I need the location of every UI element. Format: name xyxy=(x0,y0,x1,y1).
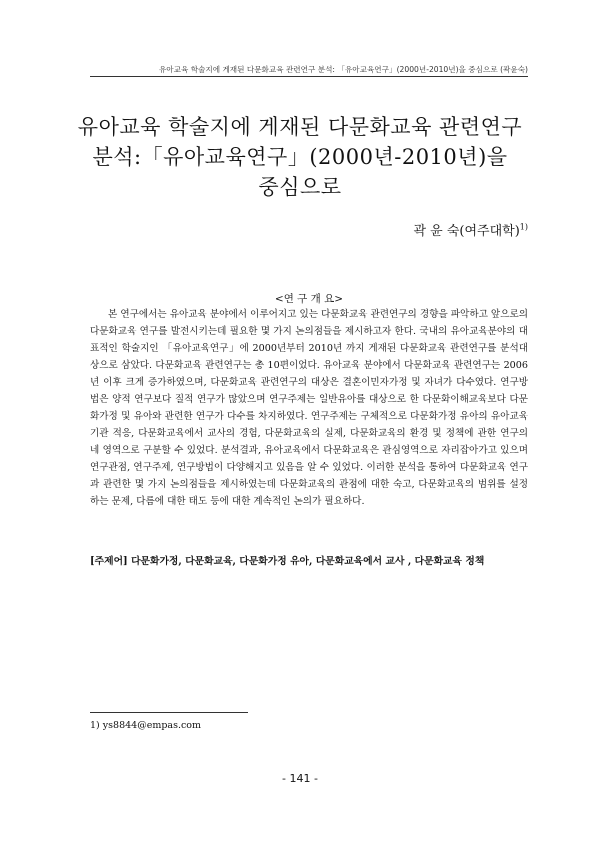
title-line-3: 중심으로 xyxy=(258,175,342,199)
header-rule xyxy=(90,76,528,77)
author-line xyxy=(300,220,528,239)
title-line-2: 분석:「유아교육연구」(2000년-2010년)을 xyxy=(92,145,508,169)
footnote-rule xyxy=(90,712,248,713)
footnote xyxy=(90,720,201,731)
footnote-email: ys8844@empas.com xyxy=(102,720,202,731)
page-number: - 141 - xyxy=(282,772,318,785)
keywords: [주제어] 다문화가정, 다문화교육, 다문화가정 유아, 다문화교육에서 교사 , 다문화교육 정책 xyxy=(90,556,485,567)
author-name: 곽 윤 숙(여주대학) xyxy=(413,224,520,239)
paper-title xyxy=(70,112,530,202)
abstract-body: 본 연구에서는 유아교육 분야에서 이루어지고 있는 다문화교육 관련연구의 경향을 파악하고 앞으로의 다문화교육 연구를 발전시키는데 필요한 몇 가지 논의점들을 제시하고자 한다. 국내의 유아교육분야의 대표적인 학술지인 「유아교육연구」에 2000년부터 2010년 까지 게재된 다문화교육 관련연구를 분석대상으로 삼았다. 다문화교육 관련연구는 총 10편이었다. 유아교육 분야에서 다문화교육 관련연구는 2006년 이후 크게 증가하였으며, 다문화교육 관련연구의 대상은 결혼이민자가정 및 자녀가 다수였다. 연구방법은 양적 연구보다 질적 연구가 많았으며 연구주제는 일반유아를 대상으로 한 다문화이해교육보다 다문화가정 및 유아와 관련한 연구가 다수를 차지하였다. 연구주제는 구체적으로 다문화가정 유아의 유아교육기관 적응, 다문화교육에서 교사의 경험, 다문화교육의 실제, 다문화교육의 환경 및 정책에 관한 연구의 네 영역으로 구분할 수 있었다. 분석결과, 유아교육에서 다문화교육은 관심영역으로 자리잡아가고 있으며 연구관점, 연구주제, 연구방법이 다양해지고 있음을 알 수 있었다. 이러한 분석을 통하여 다문화교육 연구과 관련한 몇 가지 논의점들을 제시하였는데 다문화교육의 관점에 대한 숙고, 다문화교육의 범위를 설정하는 문제, 다름에 대한 태도 등에 대한 계속적인 논의가 필요하다. xyxy=(90,309,528,507)
title-line-1: 유아교육 학술지에 게재된 다문화교육 관련연구 xyxy=(77,115,523,139)
author-footnote-mark: 1) xyxy=(519,222,528,232)
abstract-heading: <연 구 개 요> xyxy=(274,293,344,305)
running-header: 유아교육 학술지에 게재된 다문화교육 관련연구 분석: 「유아교육연구」(2000년-2010년)을 중심으로 (곽윤숙) xyxy=(158,65,528,74)
footnote-mark: 1) xyxy=(90,720,100,731)
